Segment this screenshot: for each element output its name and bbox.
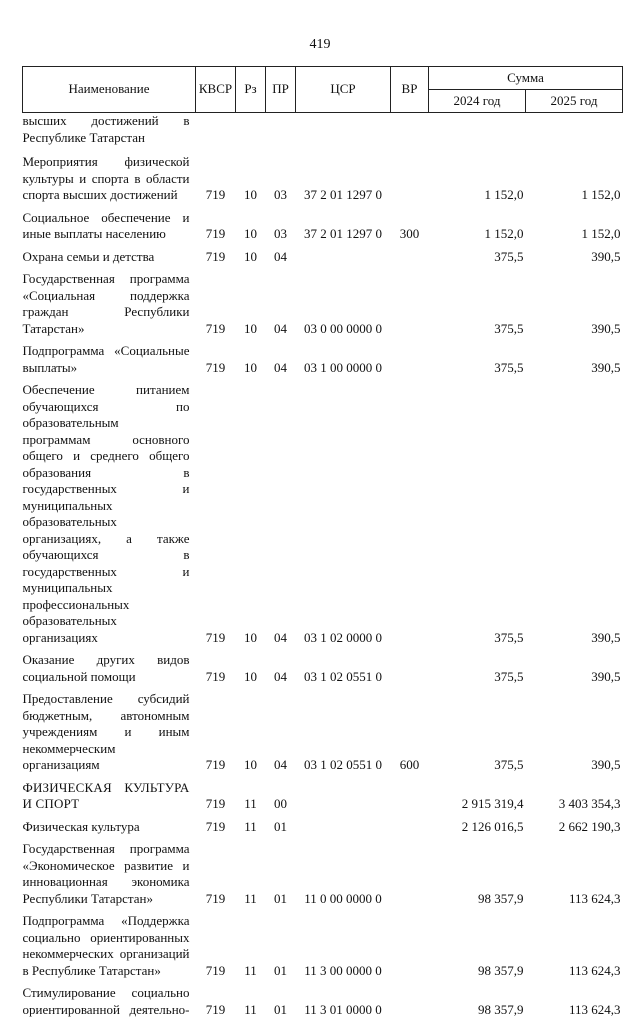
row-rz: 10	[236, 146, 266, 204]
table-row	[23, 685, 623, 774]
budget-table	[22, 66, 623, 1018]
row-vr	[391, 907, 429, 979]
row-vr	[391, 337, 429, 376]
table-row	[23, 113, 623, 147]
row-pr: 04	[266, 243, 296, 266]
row-name: Государственная программа «Экономическое развитие и инновационная экономика Республики Татарстан»	[23, 835, 196, 907]
table-row	[23, 774, 623, 813]
row-kvsr	[196, 113, 236, 147]
row-vr	[391, 646, 429, 685]
row-rz: 10	[236, 337, 266, 376]
table-body	[23, 113, 623, 1018]
table-row	[23, 265, 623, 337]
row-vr	[391, 113, 429, 147]
row-csr	[296, 243, 391, 266]
row-csr: 03 1 02 0551 0	[296, 685, 391, 774]
row-name: Обеспечение питанием обучающихся по образовательным программам основного общего и среднего общего образования в государственных и муниципальных образовательных организациях, а также обучающихся в государственных и муниципальных профессиональных образовательных организациях	[23, 376, 196, 646]
row-pr: 04	[266, 646, 296, 685]
row-sum-2025	[526, 113, 623, 147]
header-kvsr: КВСР	[196, 67, 236, 113]
row-csr: 03 0 00 0000 0	[296, 265, 391, 337]
row-csr: 03 1 00 0000 0	[296, 337, 391, 376]
row-sum-2024: 375,5	[429, 243, 526, 266]
row-csr: 03 1 02 0000 0	[296, 376, 391, 646]
table-row	[23, 907, 623, 979]
row-kvsr: 719	[196, 146, 236, 204]
row-name: высших достижений в Республике Татарстан	[23, 113, 196, 147]
table-row	[23, 146, 623, 204]
row-kvsr: 719	[196, 685, 236, 774]
row-vr	[391, 835, 429, 907]
row-sum-2025: 390,5	[526, 646, 623, 685]
table-row	[23, 376, 623, 646]
row-vr: 300	[391, 204, 429, 243]
table-row	[23, 813, 623, 836]
row-pr: 04	[266, 685, 296, 774]
row-sum-2024: 98 357,9	[429, 979, 526, 1018]
row-pr: 01	[266, 907, 296, 979]
row-csr: 37 2 01 1297 0	[296, 146, 391, 204]
row-rz: 10	[236, 265, 266, 337]
row-pr	[266, 113, 296, 147]
row-sum-2024: 2 915 319,4	[429, 774, 526, 813]
row-rz: 11	[236, 835, 266, 907]
header-csr: ЦСР	[296, 67, 391, 113]
row-pr: 04	[266, 265, 296, 337]
row-rz: 11	[236, 774, 266, 813]
row-kvsr: 719	[196, 979, 236, 1018]
page-number: 419	[0, 37, 640, 54]
row-csr: 37 2 01 1297 0	[296, 204, 391, 243]
row-kvsr: 719	[196, 265, 236, 337]
row-vr	[391, 813, 429, 836]
row-vr	[391, 265, 429, 337]
row-kvsr: 719	[196, 646, 236, 685]
row-name: Государственная программа «Социальная поддержка граждан Республики Татарстан»	[23, 265, 196, 337]
row-sum-2025: 113 624,3	[526, 979, 623, 1018]
row-rz: 10	[236, 204, 266, 243]
header-name: Наименование	[23, 67, 196, 113]
row-kvsr: 719	[196, 907, 236, 979]
row-kvsr: 719	[196, 835, 236, 907]
table-row	[23, 835, 623, 907]
header-pr: ПР	[266, 67, 296, 113]
row-sum-2024: 98 357,9	[429, 835, 526, 907]
table-row	[23, 243, 623, 266]
table-row	[23, 204, 623, 243]
row-vr	[391, 146, 429, 204]
row-name: Мероприятия физической культуры и спорта в области спорта высших достижений	[23, 146, 196, 204]
row-rz: 10	[236, 685, 266, 774]
row-sum-2024: 1 152,0	[429, 204, 526, 243]
row-sum-2024: 375,5	[429, 646, 526, 685]
row-pr: 04	[266, 337, 296, 376]
row-csr: 11 3 00 0000 0	[296, 907, 391, 979]
row-sum-2024: 375,5	[429, 337, 526, 376]
row-vr	[391, 774, 429, 813]
row-vr	[391, 376, 429, 646]
row-sum-2025: 3 403 354,3	[526, 774, 623, 813]
table-header	[23, 67, 623, 113]
row-pr: 03	[266, 204, 296, 243]
row-sum-2025: 390,5	[526, 337, 623, 376]
row-name: Физическая культура	[23, 813, 196, 836]
row-name: Охрана семьи и детства	[23, 243, 196, 266]
row-sum-2025: 1 152,0	[526, 204, 623, 243]
row-sum-2025: 113 624,3	[526, 907, 623, 979]
row-rz: 11	[236, 907, 266, 979]
row-kvsr: 719	[196, 243, 236, 266]
row-sum-2024: 98 357,9	[429, 907, 526, 979]
row-sum-2025: 390,5	[526, 376, 623, 646]
row-sum-2025: 390,5	[526, 243, 623, 266]
table-row	[23, 979, 623, 1018]
row-name: ФИЗИЧЕСКАЯ КУЛЬТУРА И СПОРТ	[23, 774, 196, 813]
row-name: Социальное обеспечение и иные выплаты населению	[23, 204, 196, 243]
row-csr: 03 1 02 0551 0	[296, 646, 391, 685]
row-name: Подпрограмма «Поддержка социально ориентированных некоммерческих организаций в Республике Татарстан»	[23, 907, 196, 979]
table-row	[23, 646, 623, 685]
row-sum-2024: 375,5	[429, 376, 526, 646]
row-rz	[236, 113, 266, 147]
row-sum-2024: 2 126 016,5	[429, 813, 526, 836]
row-csr	[296, 813, 391, 836]
row-sum-2025: 2 662 190,3	[526, 813, 623, 836]
row-pr: 01	[266, 979, 296, 1018]
row-vr: 600	[391, 685, 429, 774]
header-year-2024: 2024 год	[429, 90, 526, 113]
row-sum-2025: 1 152,0	[526, 146, 623, 204]
row-name: Стимулирование социально ориентированной деятельно-	[23, 979, 196, 1018]
header-rz: Рз	[236, 67, 266, 113]
row-sum-2024: 375,5	[429, 265, 526, 337]
row-pr: 03	[266, 146, 296, 204]
header-sum: Сумма	[429, 67, 623, 90]
row-kvsr: 719	[196, 204, 236, 243]
row-kvsr: 719	[196, 337, 236, 376]
row-name: Оказание других видов социальной помощи	[23, 646, 196, 685]
row-sum-2025: 390,5	[526, 265, 623, 337]
header-year-2025: 2025 год	[526, 90, 623, 113]
row-kvsr: 719	[196, 774, 236, 813]
row-vr	[391, 979, 429, 1018]
row-sum-2024	[429, 113, 526, 147]
header-vr: ВР	[391, 67, 429, 113]
row-kvsr: 719	[196, 376, 236, 646]
row-name: Подпрограмма «Социальные выплаты»	[23, 337, 196, 376]
row-rz: 10	[236, 376, 266, 646]
row-kvsr: 719	[196, 813, 236, 836]
row-rz: 11	[236, 979, 266, 1018]
row-pr: 01	[266, 813, 296, 836]
table-row	[23, 337, 623, 376]
row-pr: 01	[266, 835, 296, 907]
row-csr	[296, 113, 391, 147]
row-rz: 11	[236, 813, 266, 836]
row-pr: 04	[266, 376, 296, 646]
row-rz: 10	[236, 243, 266, 266]
row-rz: 10	[236, 646, 266, 685]
row-csr: 11 3 01 0000 0	[296, 979, 391, 1018]
row-pr: 00	[266, 774, 296, 813]
row-name: Предоставление субсидий бюджетным, автономным учреждениям и иным некоммерческим организациям	[23, 685, 196, 774]
row-csr	[296, 774, 391, 813]
row-sum-2024: 375,5	[429, 685, 526, 774]
row-sum-2025: 390,5	[526, 685, 623, 774]
row-sum-2024: 1 152,0	[429, 146, 526, 204]
row-csr: 11 0 00 0000 0	[296, 835, 391, 907]
row-sum-2025: 113 624,3	[526, 835, 623, 907]
row-vr	[391, 243, 429, 266]
